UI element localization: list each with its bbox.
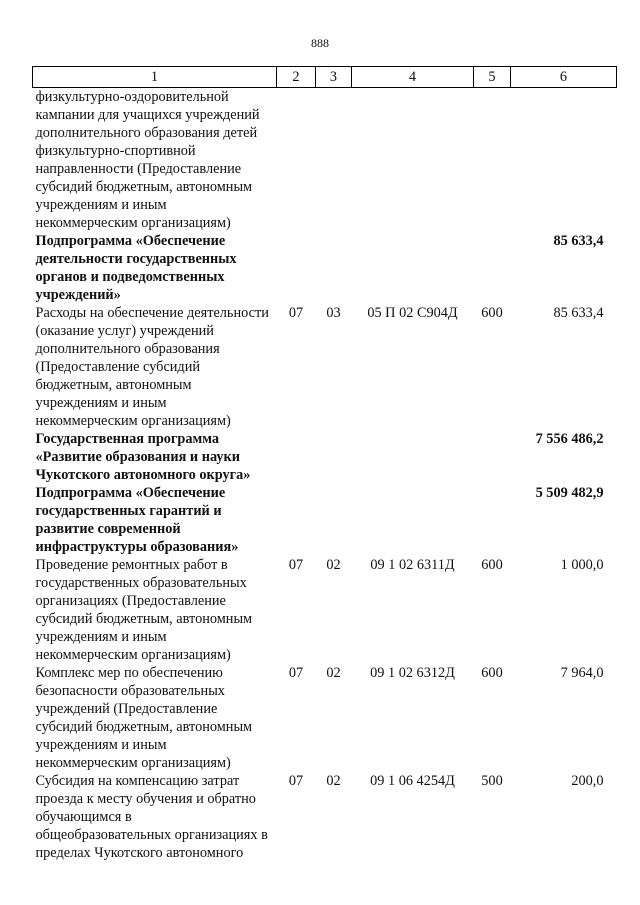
cell-expense-type bbox=[474, 484, 511, 556]
cell-name: Подпрограмма «Обеспечение деятельности государственных органов и подведомственных учреждений» bbox=[35, 233, 237, 303]
cell-name: Расходы на обеспечение деятельности (оказание услуг) учреждений дополнительного образования (Предоставление субсидий бюджетным, автономным учреждениям и иным некоммерческим организациям) bbox=[35, 305, 269, 429]
column-header-2: 2 bbox=[277, 67, 316, 88]
cell-name: Комплекс мер по обеспечению безопасности образовательных учреждений (Предоставление субсидий бюджетным, автономным учреждениям и иным некоммерческим организациям) bbox=[35, 665, 253, 771]
table-row bbox=[33, 484, 617, 556]
table-header bbox=[33, 67, 617, 88]
table-row bbox=[33, 556, 617, 664]
cell-section bbox=[277, 430, 316, 484]
cell-target-code bbox=[352, 484, 474, 556]
table-row bbox=[33, 88, 617, 233]
table-row bbox=[33, 232, 617, 304]
cell-amount: 5 509 482,9 bbox=[535, 485, 604, 501]
column-header-5: 5 bbox=[474, 67, 511, 88]
cell-target-code: 09 1 02 6312Д bbox=[370, 665, 455, 681]
cell-amount: 200,0 bbox=[571, 773, 604, 789]
cell-name: Субсидия на компенсацию затрат проезда к месту обучения и обратно обучающимся в общеобразовательных организациях в пределах Чукотского автономного bbox=[35, 773, 268, 861]
table-row bbox=[33, 430, 617, 484]
column-header-1: 1 bbox=[33, 67, 277, 88]
cell-subsection bbox=[316, 484, 352, 556]
cell-expense-type bbox=[474, 430, 511, 484]
cell-section: 07 bbox=[288, 665, 304, 681]
cell-expense-type bbox=[474, 232, 511, 304]
cell-section bbox=[277, 232, 316, 304]
cell-subsection bbox=[316, 88, 352, 233]
column-header-3: 3 bbox=[316, 67, 352, 88]
cell-target-code bbox=[352, 232, 474, 304]
cell-name: Государственная программа «Развитие образования и науки Чукотского автономного округа» bbox=[35, 431, 251, 483]
cell-target-code bbox=[352, 430, 474, 484]
cell-section: 07 bbox=[288, 557, 304, 573]
cell-target-code: 05 П 02 С904Д bbox=[367, 305, 458, 321]
column-header-6: 6 bbox=[511, 67, 617, 88]
cell-name: Проведение ремонтных работ в государственных образовательных организациях (Предоставление субсидий бюджетным, автономным учреждениям и иным некоммерческим организациям) bbox=[35, 557, 253, 663]
cell-amount: 1 000,0 bbox=[560, 557, 604, 573]
cell-subsection: 02 bbox=[326, 773, 341, 789]
cell-section: 07 bbox=[288, 773, 304, 789]
cell-expense-type: 500 bbox=[481, 773, 503, 789]
cell-subsection: 02 bbox=[326, 557, 341, 573]
table-row bbox=[33, 304, 617, 430]
cell-amount: 85 633,4 bbox=[553, 305, 604, 321]
cell-name: Подпрограмма «Обеспечение государственных гарантий и развитие современной инфраструктуры образования» bbox=[35, 485, 239, 555]
cell-expense-type: 600 bbox=[481, 305, 503, 321]
table-row bbox=[33, 772, 617, 862]
cell-target-code: 09 1 02 6311Д bbox=[370, 557, 455, 573]
cell-expense-type bbox=[474, 88, 511, 233]
cell-section bbox=[277, 88, 316, 233]
budget-table bbox=[32, 66, 617, 862]
cell-name: физкультурно-оздоровительной кампании для учащихся учреждений дополнительного образования детей физкультурно-спортивной направленности (Предоставление субсидий бюджетным, автономным учреждениям и иным некоммерческим организациям) bbox=[35, 89, 260, 231]
cell-target-code: 09 1 06 4254Д bbox=[370, 773, 455, 789]
cell-amount: 7 964,0 bbox=[560, 665, 604, 681]
page-number: 888 bbox=[311, 36, 329, 50]
cell-expense-type: 600 bbox=[481, 665, 503, 681]
cell-expense-type: 600 bbox=[481, 557, 503, 573]
table-row bbox=[33, 664, 617, 772]
cell-target-code bbox=[352, 88, 474, 233]
table-body bbox=[33, 88, 617, 863]
cell-subsection: 02 bbox=[326, 665, 341, 681]
cell-amount: 85 633,4 bbox=[553, 233, 604, 249]
cell-amount: 7 556 486,2 bbox=[535, 431, 604, 447]
cell-amount bbox=[511, 88, 617, 233]
cell-subsection: 03 bbox=[326, 305, 341, 321]
cell-subsection bbox=[316, 232, 352, 304]
cell-section: 07 bbox=[288, 305, 304, 321]
cell-section bbox=[277, 484, 316, 556]
column-header-4: 4 bbox=[352, 67, 474, 88]
cell-subsection bbox=[316, 430, 352, 484]
